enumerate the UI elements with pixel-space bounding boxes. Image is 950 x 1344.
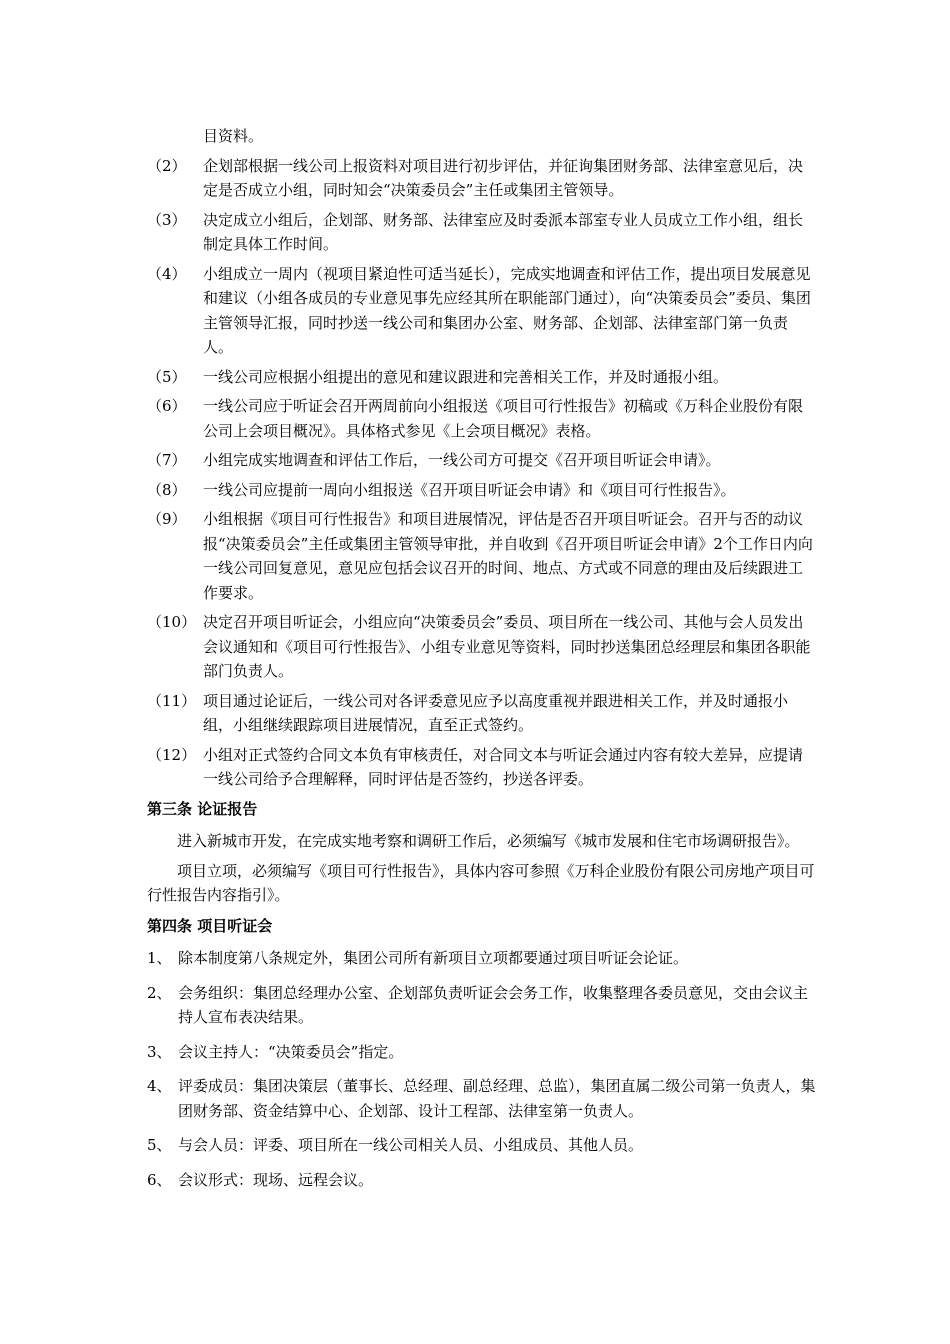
list-number: （5） xyxy=(147,367,187,386)
list-continuation: 目资料。 xyxy=(203,127,264,145)
list-text: 小组对正式签约合同文本负有审核责任，对合同文本与听证会通过内容有较大差异，应提请一线公司给予合理解释，同时评估是否签约，抄送各评委。 xyxy=(203,745,804,788)
list-item-6 xyxy=(147,394,817,443)
item-text: 除本制度第八条规定外，集团公司所有新项目立项都要通过项目听证会论证。 xyxy=(178,949,689,967)
list-text: 小组成立一周内（视项目紧迫性可适当延长），完成实地调查和评估工作，提出项目发展意见和建议（小组各成员的专业意见事先应经其所在职能部门通过），向“决策委员会”委员、集团主管领导汇报，同时抄送一线公司和集团办公室、财务部、企划部、法律室部门第一负责人。 xyxy=(203,264,811,356)
list-item-5 xyxy=(147,365,817,390)
item-number: 4、 xyxy=(147,1077,172,1095)
list-text: 一线公司应于听证会召开两周前向小组报送《项目可行性报告》初稿或《万科企业股份有限公司上会项目概况》。具体格式参见《上会项目概况》表格。 xyxy=(203,397,804,440)
item-text: 会务组织：集团总经理办公室、企划部负责听证会会务工作，收集整理各委员意见，交由会议主持人宣布表决结果。 xyxy=(178,983,809,1026)
item-number: 5、 xyxy=(147,1136,172,1154)
list-item-11 xyxy=(147,689,817,738)
numbered-item-4 xyxy=(147,1074,817,1123)
list-text: 小组完成实地调查和评估工作后，一线公司方可提交《召开项目听证会申请》。 xyxy=(203,451,721,469)
numbered-item-6 xyxy=(147,1168,817,1193)
list-item-3 xyxy=(147,208,817,257)
document-body xyxy=(147,124,817,1202)
list-number: （6） xyxy=(147,397,187,415)
list-item-4 xyxy=(147,262,817,360)
list-item-12 xyxy=(147,743,817,792)
item-number: 3、 xyxy=(147,1042,172,1061)
list-text: 决定召开项目听证会，小组应向“决策委员会”委员、项目所在一线公司、其他与会人员发出会议通知和《项目可行性报告》、小组专业意见等资料，同时抄送集团总经理层和集团各职能部门负责人。 xyxy=(203,613,811,680)
list-text: 决定成立小组后，企划部、财务部、法律室应及时委派本部室专业人员成立工作小组，组长制定具体工作时间。 xyxy=(203,210,804,253)
section-heading-4: 第四条 项目听证会 xyxy=(147,916,273,935)
list-item-7 xyxy=(147,448,817,473)
paragraph: 项目立项，必须编写《项目可行性报告》，具体内容可参照《万科企业股份有限公司房地产项目可行性报告内容指引》。 xyxy=(147,861,815,904)
list-text: 项目通过论证后，一线公司对各评委意见应予以高度重视并跟进相关工作，并及时通报小组，小组继续跟踪项目进展情况，直至正式签约。 xyxy=(203,691,789,734)
numbered-item-5 xyxy=(147,1133,817,1158)
list-number: （4） xyxy=(147,264,187,283)
item-text: 会议形式：现场、远程会议。 xyxy=(178,1170,374,1189)
list-text: 一线公司应提前一周向小组报送《召开项目听证会申请》和《项目可行性报告》。 xyxy=(203,480,736,499)
numbered-item-1 xyxy=(147,946,817,971)
list-number: （12） xyxy=(147,745,197,764)
numbered-item-3 xyxy=(147,1040,817,1065)
list-number: （3） xyxy=(147,210,187,229)
paragraph: 进入新城市开发，在完成实地考察和调研工作后，必须编写《城市发展和住宅市场调研报告》。 xyxy=(177,832,800,850)
item-number: 6、 xyxy=(147,1170,172,1189)
item-text: 评委成员：集团决策层（董事长、总经理、副总经理、总监），集团直属二级公司第一负责人，集团财务部、资金结算中心、企划部、设计工程部、法律室第一负责人。 xyxy=(178,1077,816,1120)
list-number: （11） xyxy=(147,691,197,710)
list-number: （10） xyxy=(147,613,197,631)
section-heading-3: 第三条 论证报告 xyxy=(147,799,258,818)
list-number: （8） xyxy=(147,480,187,499)
list-number: （2） xyxy=(147,156,187,175)
list-item-10 xyxy=(147,610,817,684)
list-number: （7） xyxy=(147,451,187,469)
list-text: 小组根据《项目可行性报告》和项目进展情况，评估是否召开项目听证会。召开与否的动议报“决策委员会”主任或集团主管领导审批，并自收到《召开项目听证会申请》2个工作日内向一线公司回复意见，意见应包括会议召开的时间、地点、方式或不同意的理由及后续跟进工作要求。 xyxy=(203,510,813,602)
item-number: 1、 xyxy=(147,949,172,967)
list-number: （9） xyxy=(147,510,187,528)
item-text: 会议主持人：“决策委员会”指定。 xyxy=(178,1042,404,1061)
list-item-2 xyxy=(147,154,817,203)
list-item-9 xyxy=(147,507,817,605)
item-number: 2、 xyxy=(147,983,172,1002)
numbered-item-2 xyxy=(147,981,817,1030)
list-text: 一线公司应根据小组提出的意见和建议跟进和完善相关工作，并及时通报小组。 xyxy=(203,367,729,386)
item-text: 与会人员：评委、项目所在一线公司相关人员、小组成员、其他人员。 xyxy=(178,1136,644,1154)
list-item-8 xyxy=(147,478,817,503)
list-text: 企划部根据一线公司上报资料对项目进行初步评估，并征询集团财务部、法律室意见后，决定是否成立小组，同时知会“决策委员会”主任或集团主管领导。 xyxy=(203,156,804,199)
